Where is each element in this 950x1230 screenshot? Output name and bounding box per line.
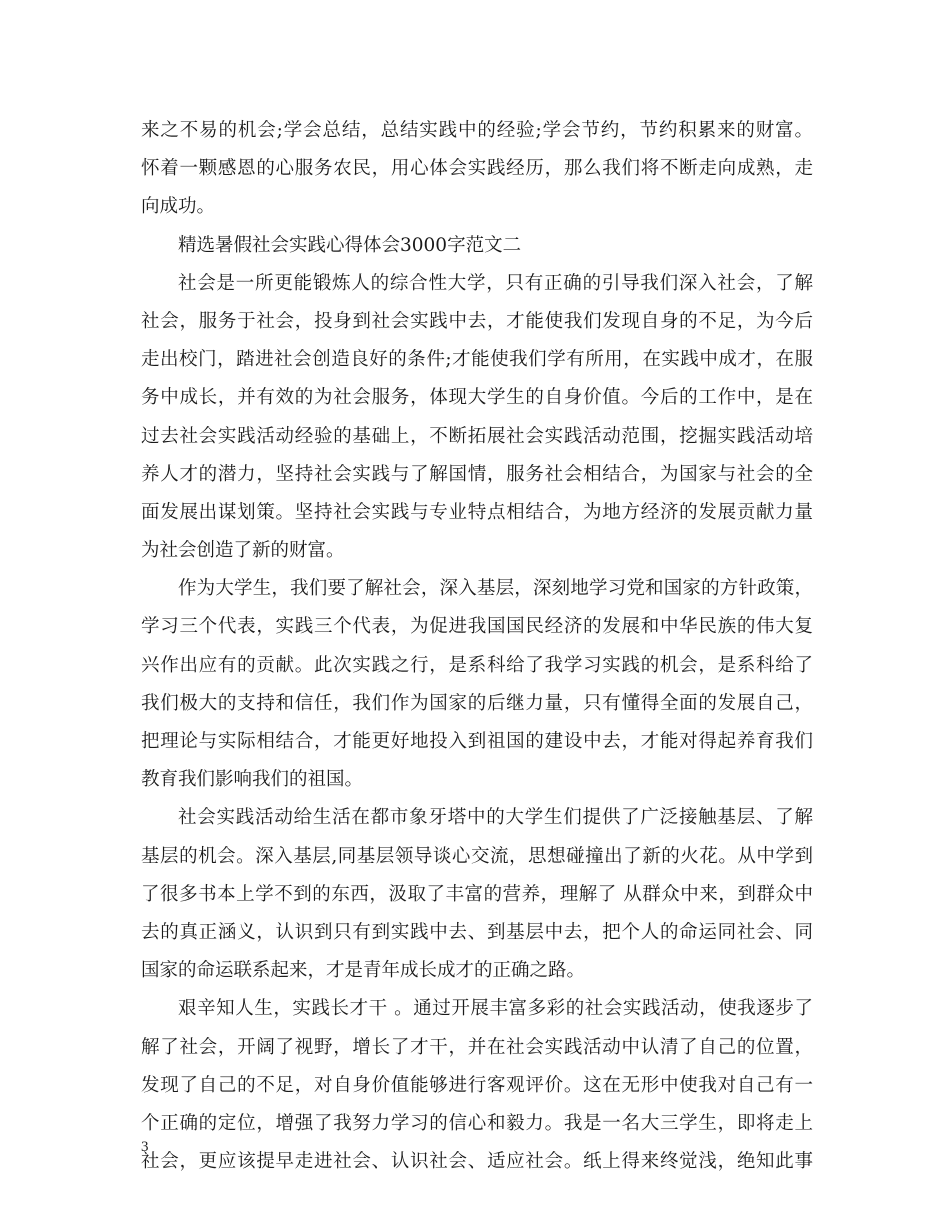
paragraph-first-line: 艰辛知人生，实践长才干 。通过开展丰富多彩的社会实践活动，使我逐步了	[178, 998, 813, 1020]
paragraph-first-line: 社会实践活动给生活在都市象牙塔中的大学生们提供了广泛接触基层、了解	[178, 807, 813, 829]
text-line: 过去社会实践活动经验的基础上，不断拓展社会实践活动范围，挖掘实践活动培	[141, 425, 813, 447]
text-line: 教育我们影响我们的祖国。	[141, 769, 364, 791]
page-number: 3	[141, 1139, 149, 1155]
text-line: 社会，服务于社会，投身到社会实践中去，才能使我们发现自身的不足，为今后	[141, 310, 813, 332]
text-line: 了很多书本上学不到的东西，汲取了丰富的营养，理解了 从群众中来，到群众中	[141, 883, 813, 905]
text-line: 养人才的潜力，坚持社会实践与了解国情，服务社会相结合，为国家与社会的全	[141, 463, 813, 485]
text-line: 解了社会，开阔了视野，增长了才干，并在社会实践活动中认清了自己的位置，	[141, 1036, 813, 1058]
text-line: 为社会创造了新的财富。	[141, 540, 345, 562]
document-body	[141, 112, 813, 1181]
text-line: 去的真正涵义，认识到只有到实践中去、到基层中去，把个人的命运同社会、同	[141, 921, 813, 943]
paragraph-first-line: 精选暑假社会实践心得体会3000字范文二	[178, 234, 522, 256]
text-line: 向成功。	[141, 196, 216, 218]
paragraph-first-line: 社会是一所更能锻炼人的综合性大学，只有正确的引导我们深入社会，了解	[178, 272, 813, 294]
text-line: 基层的机会。深入基层,同基层领导谈心交流，思想碰撞出了新的火花。从中学到	[141, 845, 813, 867]
text-line: 怀着一颗感恩的心服务农民，用心体会实践经历，那么我们将不断走向成熟，走	[141, 158, 813, 180]
text-line: 来之不易的机会;学会总结，总结实践中的经验;学会节约，节约积累来的财富。	[141, 120, 813, 141]
text-line: 个正确的定位，增强了我努力学习的信心和毅力。我是一名大三学生，即将走上	[141, 1112, 813, 1134]
text-line: 务中成长，并有效的为社会服务，体现大学生的自身价值。今后的工作中，是在	[141, 387, 813, 409]
text-line: 走出校门，踏进社会创造良好的条件;才能使我们学有所用，在实践中成才，在服	[141, 349, 813, 371]
text-line: 兴作出应有的贡献。此次实践之行，是系科给了我学习实践的机会，是系科给了	[141, 654, 813, 676]
text-line: 社会，更应该提早走进社会、认识社会、适应社会。纸上得来终觉浅，绝知此事	[141, 1151, 813, 1173]
text-line: 发现了自己的不足，对自身价值能够进行客观评价。这在无形中使我对自己有一	[141, 1074, 813, 1096]
paragraph-first-line: 作为大学生，我们要了解社会，深入基层，深刻地学习党和国家的方针政策，	[178, 578, 813, 600]
text-line: 国家的命运联系起来，才是青年成长成才的正确之路。	[141, 960, 586, 982]
text-line: 把理论与实际相结合，才能更好地投入到祖国的建设中去，才能对得起养育我们	[141, 731, 813, 752]
text-line: 学习三个代表，实践三个代表，为促进我国国民经济的发展和中华民族的伟大复	[141, 616, 813, 638]
text-line: 我们极大的支持和信任，我们作为国家的后继力量，只有懂得全面的发展自己，	[141, 692, 813, 714]
text-line: 面发展出谋划策。坚持社会实践与专业特点相结合，为地方经济的发展贡献力量	[141, 501, 813, 523]
